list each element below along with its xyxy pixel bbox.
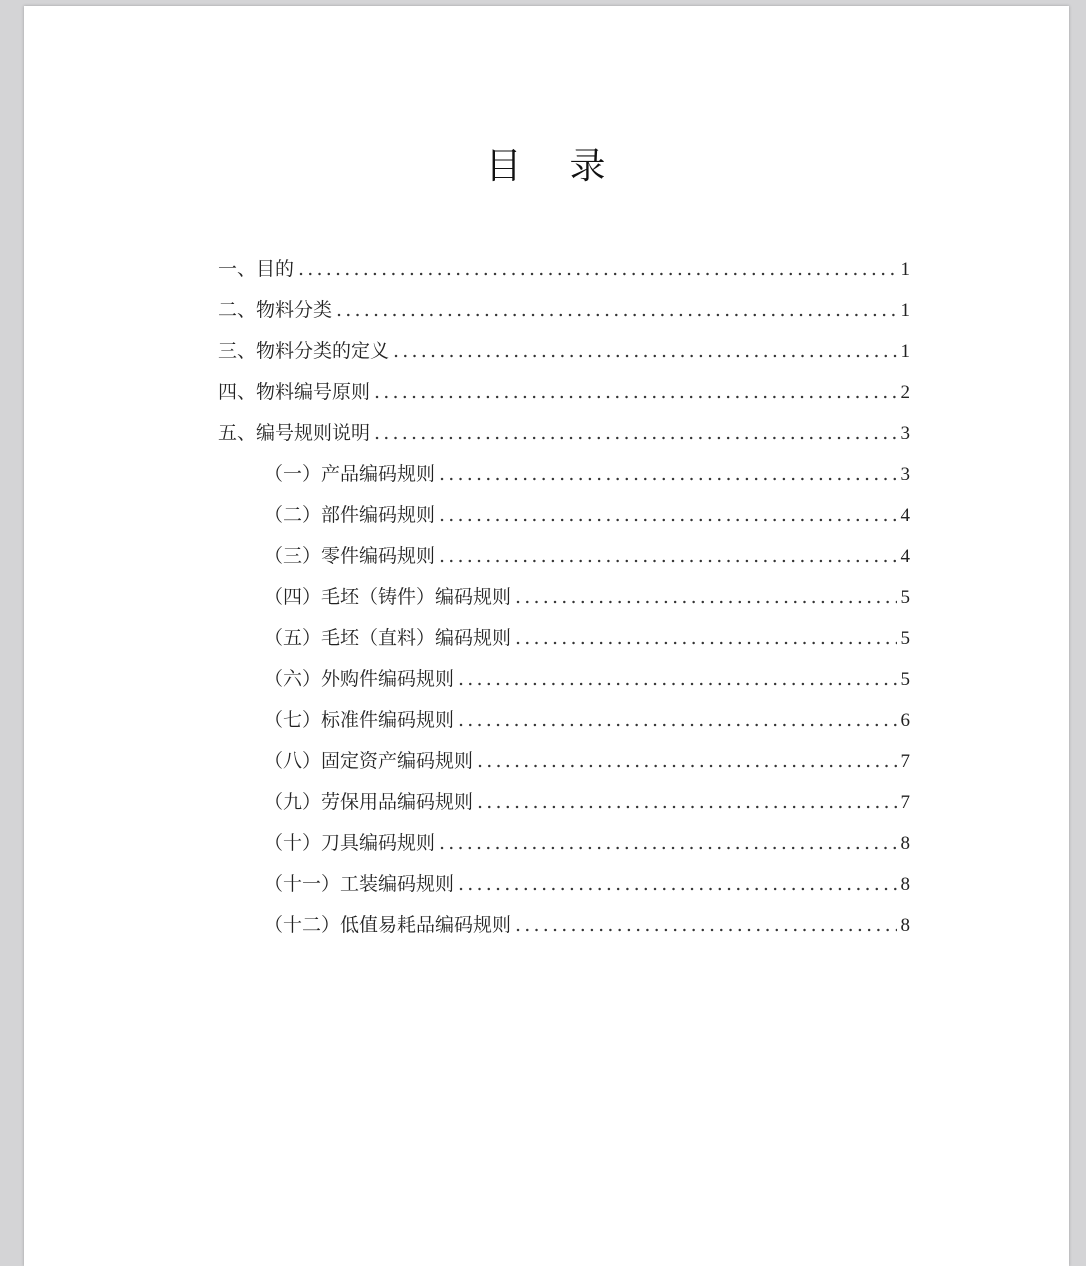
toc-entry[interactable]	[218, 249, 910, 290]
toc-dot-leader	[477, 741, 896, 782]
toc-entry-label: （六）外购件编码规则	[264, 668, 455, 690]
toc-entry[interactable]	[218, 290, 910, 331]
toc-page-number: 1	[900, 300, 910, 321]
table-of-contents	[218, 249, 910, 946]
toc-dot-leader	[458, 659, 896, 700]
toc-entry-label: 四、物料编号原则	[218, 381, 371, 403]
toc-page-number: 1	[900, 341, 910, 362]
toc-page-number: 7	[900, 792, 910, 813]
title-char-2: 录	[569, 146, 608, 187]
toc-entry[interactable]	[218, 372, 910, 413]
toc-dot-leader	[298, 249, 896, 290]
toc-subentry[interactable]	[218, 782, 910, 823]
toc-entry-label: （七）标准件编码规则	[264, 709, 455, 731]
toc-page-number: 1	[900, 259, 910, 280]
toc-dot-leader	[477, 782, 896, 823]
toc-entry-label: 五、编号规则说明	[218, 422, 371, 444]
toc-entry-label: （四）毛坯（铸件）编码规则	[264, 586, 512, 608]
toc-entry-label: （二）部件编码规则	[264, 504, 436, 526]
toc-dot-leader	[374, 372, 896, 413]
toc-page-number: 8	[900, 874, 910, 895]
toc-page-number: 8	[900, 833, 910, 854]
toc-subentry[interactable]	[218, 454, 910, 495]
toc-entry-label: （十一）工装编码规则	[264, 873, 455, 895]
toc-dot-leader	[458, 700, 896, 741]
toc-entry-label: 二、物料分类	[218, 299, 333, 321]
toc-page-number: 4	[900, 505, 910, 526]
toc-entry-label: （一）产品编码规则	[264, 463, 436, 485]
toc-entry-label: （三）零件编码规则	[264, 545, 436, 567]
toc-dot-leader	[458, 864, 896, 905]
toc-page-number: 5	[900, 587, 910, 608]
toc-entry-label: （十二）低值易耗品编码规则	[264, 914, 512, 936]
toc-dot-leader	[439, 536, 896, 577]
toc-page-number: 3	[900, 464, 910, 485]
toc-entry-label: 三、物料分类的定义	[218, 340, 390, 362]
toc-entry[interactable]	[218, 331, 910, 372]
toc-entry[interactable]	[218, 413, 910, 454]
toc-dot-leader	[515, 618, 896, 659]
toc-subentry[interactable]	[218, 864, 910, 905]
toc-page-number: 3	[900, 423, 910, 444]
toc-subentry[interactable]	[218, 495, 910, 536]
toc-subentry[interactable]	[218, 577, 910, 618]
toc-page-number: 6	[900, 710, 910, 731]
toc-dot-leader	[336, 290, 896, 331]
toc-dot-leader	[439, 495, 896, 536]
document-page	[24, 6, 1069, 1266]
toc-page-number: 5	[900, 628, 910, 649]
page-title	[24, 138, 1069, 189]
title-char-1: 目	[485, 146, 524, 187]
toc-dot-leader	[393, 331, 896, 372]
toc-entry-label: （九）劳保用品编码规则	[264, 791, 474, 813]
toc-subentry[interactable]	[218, 905, 910, 946]
toc-subentry[interactable]	[218, 700, 910, 741]
toc-entry-label: （十）刀具编码规则	[264, 832, 436, 854]
toc-dot-leader	[439, 823, 896, 864]
toc-page-number: 4	[900, 546, 910, 567]
toc-dot-leader	[439, 454, 896, 495]
toc-subentry[interactable]	[218, 536, 910, 577]
toc-entry-label: （八）固定资产编码规则	[264, 750, 474, 772]
toc-entry-label: （五）毛坯（直料）编码规则	[264, 627, 512, 649]
toc-dot-leader	[515, 905, 896, 946]
toc-subentry[interactable]	[218, 741, 910, 782]
toc-dot-leader	[515, 577, 896, 618]
toc-subentry[interactable]	[218, 618, 910, 659]
toc-subentry[interactable]	[218, 659, 910, 700]
toc-page-number: 7	[900, 751, 910, 772]
toc-page-number: 5	[900, 669, 910, 690]
toc-entry-label: 一、目的	[218, 258, 295, 280]
toc-subentry[interactable]	[218, 823, 910, 864]
toc-dot-leader	[374, 413, 896, 454]
toc-page-number: 2	[900, 382, 910, 403]
toc-page-number: 8	[900, 915, 910, 936]
